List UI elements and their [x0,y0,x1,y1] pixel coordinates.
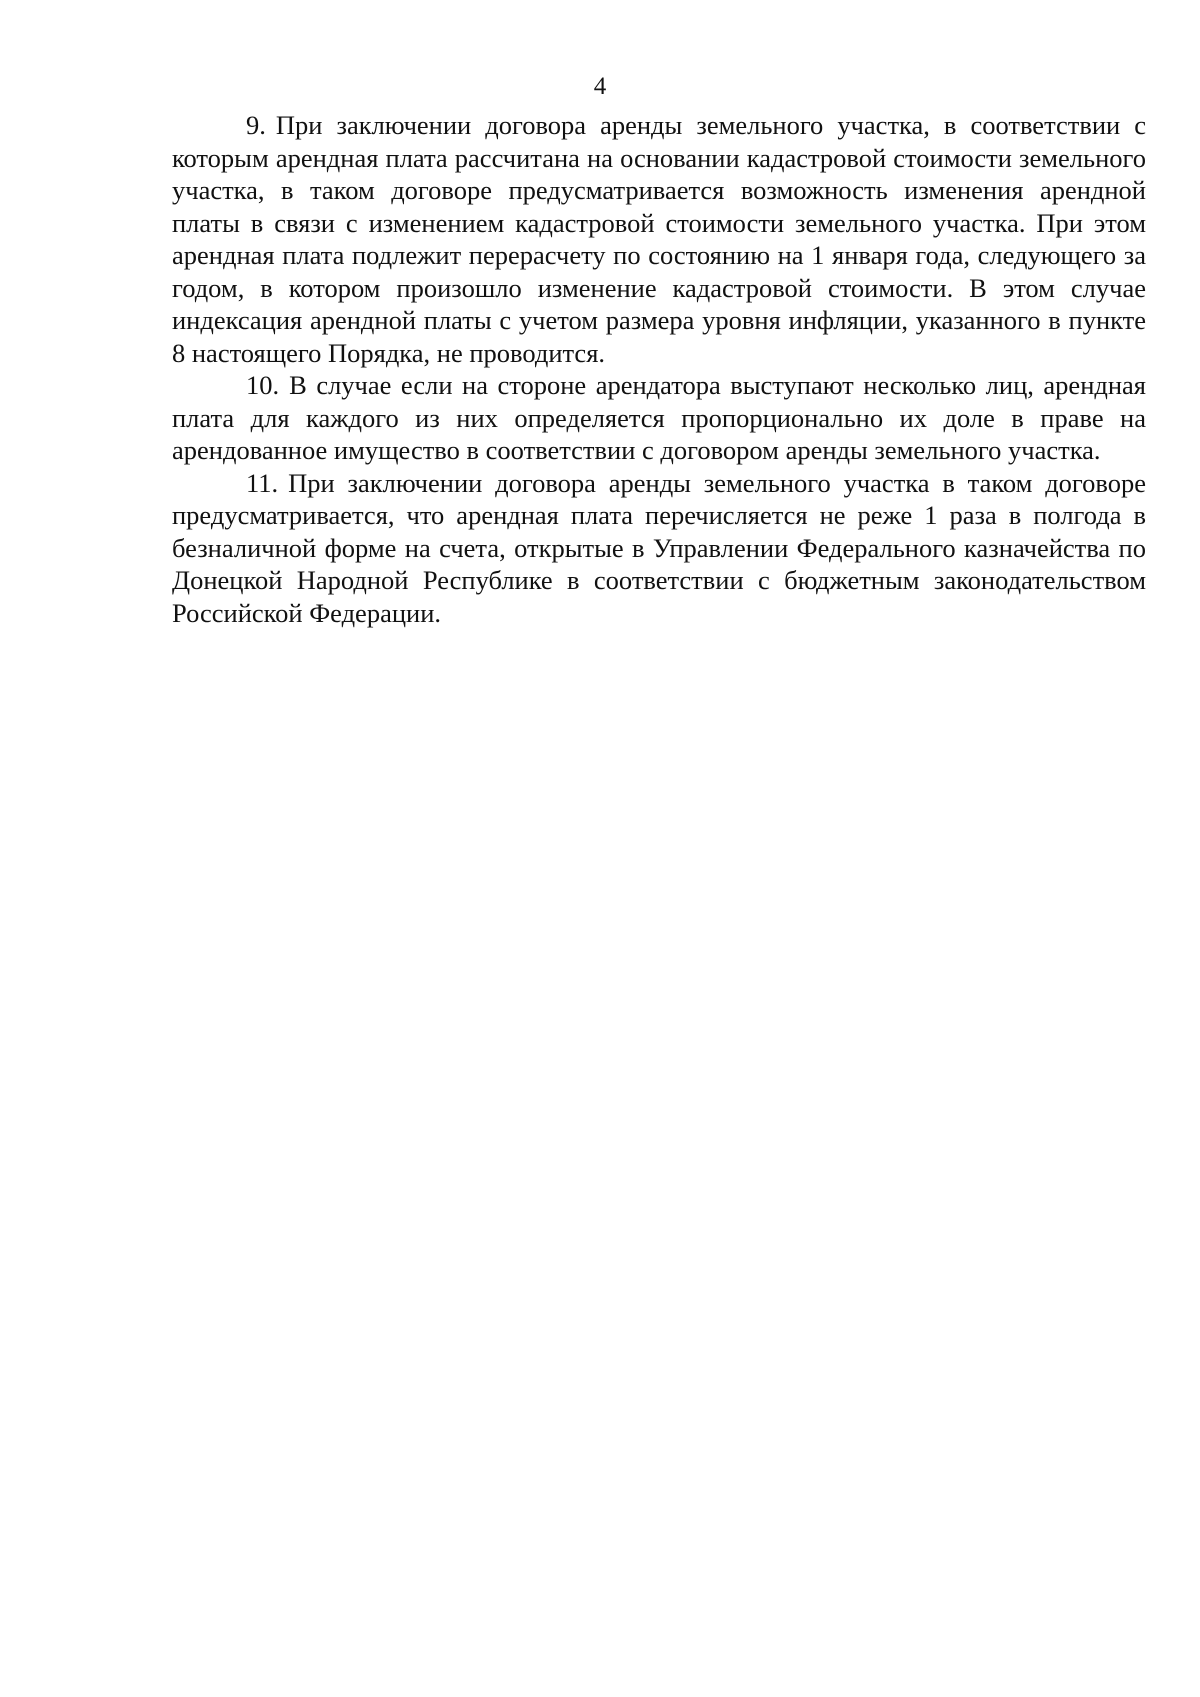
page-number: 4 [593,73,607,100]
paragraph-number: 11. [246,467,279,498]
paragraph-11 [172,467,1146,630]
paragraph-9 [172,109,1146,369]
paragraph-text: При заключении договора аренды земельного участка в таком договоре предусматривается, что арендная плата перечисляется не реже 1 раза в полгода в безналичной форме на счета, открытые в Управлении Федерального казначейства по Донецкой Народной Республике в соответствии с бюджетным законодательством Российской Федерации. [172,467,1146,628]
paragraph-text: При заключении договора аренды земельного участка, в соответствии с которым арендная плата рассчитана на основании кадастровой стоимости земельного участка, в таком договоре предусматривается возможность изменения арендной платы в связи с изменением кадастровой стоимости земельного участка. При этом арендная плата подлежит перерасчету по состоянию на 1 января года, следующего за годом, в котором произошло изменение кадастровой стоимости. В этом случае индексация арендной платы с учетом размера уровня инфляции, указанного в пункте 8 настоящего Порядка, не проводится. [172,110,1146,368]
paragraph-text: В случае если на стороне арендатора выступают несколько лиц, арендная плата для каждого из них определяется пропорционально их доле в праве на арендованное имущество в соответствии с договором аренды земельного участка. [172,370,1146,465]
paragraph-number: 9. [246,110,266,140]
document-body [172,109,1146,629]
paragraph-number: 10. [246,370,280,400]
paragraph-10 [172,369,1146,467]
